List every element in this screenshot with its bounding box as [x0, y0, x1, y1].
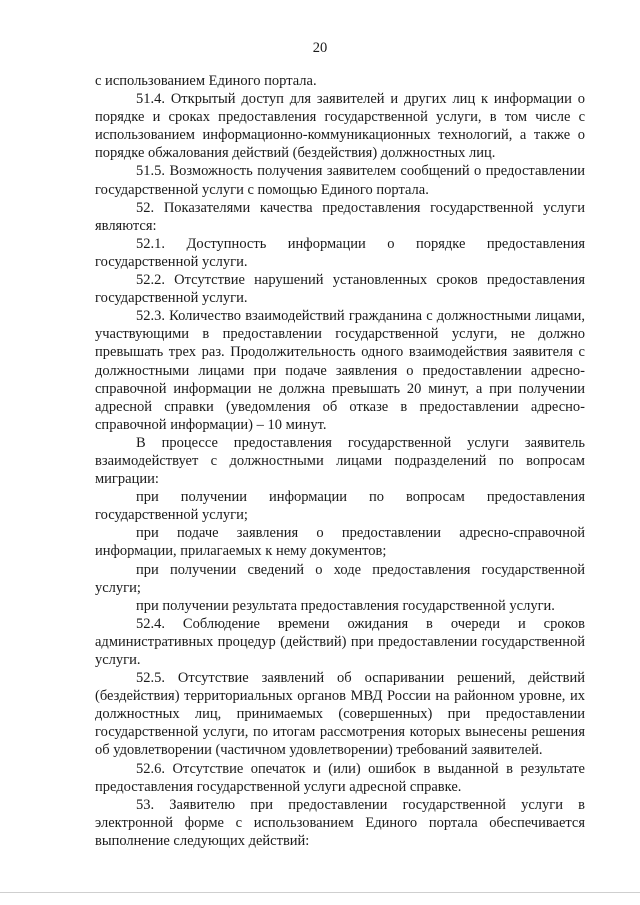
scan-edge-line — [0, 892, 640, 893]
paragraph-53: 53. Заявителю при предоставлении государственной услуги в электронной форме с использованием Единого портала обеспечивается выполнение следующих действий: — [95, 796, 585, 849]
paragraph-interaction-item: при получении результата предоставления государственной услуги. — [136, 597, 555, 614]
paragraph-continuation: с использованием Единого портала. — [95, 73, 317, 89]
paragraph-52-5: 52.5. Отсутствие заявлений об оспаривании решений, действий (бездействия) территориальных органов МВД России на районном уровне, их должностных лиц, принимаемых (совершенных) при предоставлении государственной услуги, по итогам рассмотрения которых вынесены решения об удовлетворении (частичном удовлетворении) требований заявителей. — [95, 670, 585, 759]
paragraph-interaction-item: при получении информации по вопросам предоставления государственной услуги; — [95, 489, 585, 524]
paragraph-52-2: 52.2. Отсутствие нарушений установленных сроков предоставления государственной услуги. — [95, 272, 585, 307]
paragraph-interaction-intro: В процессе предоставления государственной услуги заявитель взаимодействует с должностными лицами подразделений по вопросам миграции: — [95, 434, 585, 488]
document-body — [95, 72, 585, 850]
paragraph-52-6: 52.6. Отсутствие опечаток и (или) ошибок в выданной в результате предоставления государственной услуги адресной справке. — [95, 760, 585, 795]
paragraph-51-4: 51.4. Открытый доступ для заявителей и других лиц к информации о порядке и сроках предоставления государственной услуги, в том числе с использованием информационно-коммуникационных технологий, а также о порядке обжалования действий (бездействия) должностных лиц. — [95, 91, 585, 162]
paragraph-52-3: 52.3. Количество взаимодействий гражданина с должностными лицами, участвующими в предоставлении государственной услуги, не должно превышать трех раз. Продолжительность одного взаимодействия заявителя с должностными лицами при подаче заявления о предоставлении адресно-справочной информации не должна превышать 20 минут, а при получении адресной справки (уведомления об отказе в предоставлении адресно-справочной информации) – 10 минут. — [95, 308, 585, 433]
paragraph-interaction-item: при получении сведений о ходе предоставления государственной услуги; — [95, 561, 585, 596]
paragraph-51-5: 51.5. Возможность получения заявителем сообщений о предоставлении государственной услуги с помощью Единого портала. — [95, 163, 585, 198]
paragraph-52: 52. Показателями качества предоставления государственной услуги являются: — [95, 199, 585, 234]
page-number: 20 — [312, 40, 328, 56]
paragraph-interaction-item: при подаче заявления о предоставлении адресно-справочной информации, прилагаемых к нему документов; — [95, 525, 585, 560]
paragraph-52-1: 52.1. Доступность информации о порядке предоставления государственной услуги. — [95, 235, 585, 270]
paragraph-52-4: 52.4. Соблюдение времени ожидания в очереди и сроков административных процедур (действий) при предоставлении государственной услуги. — [95, 615, 585, 668]
